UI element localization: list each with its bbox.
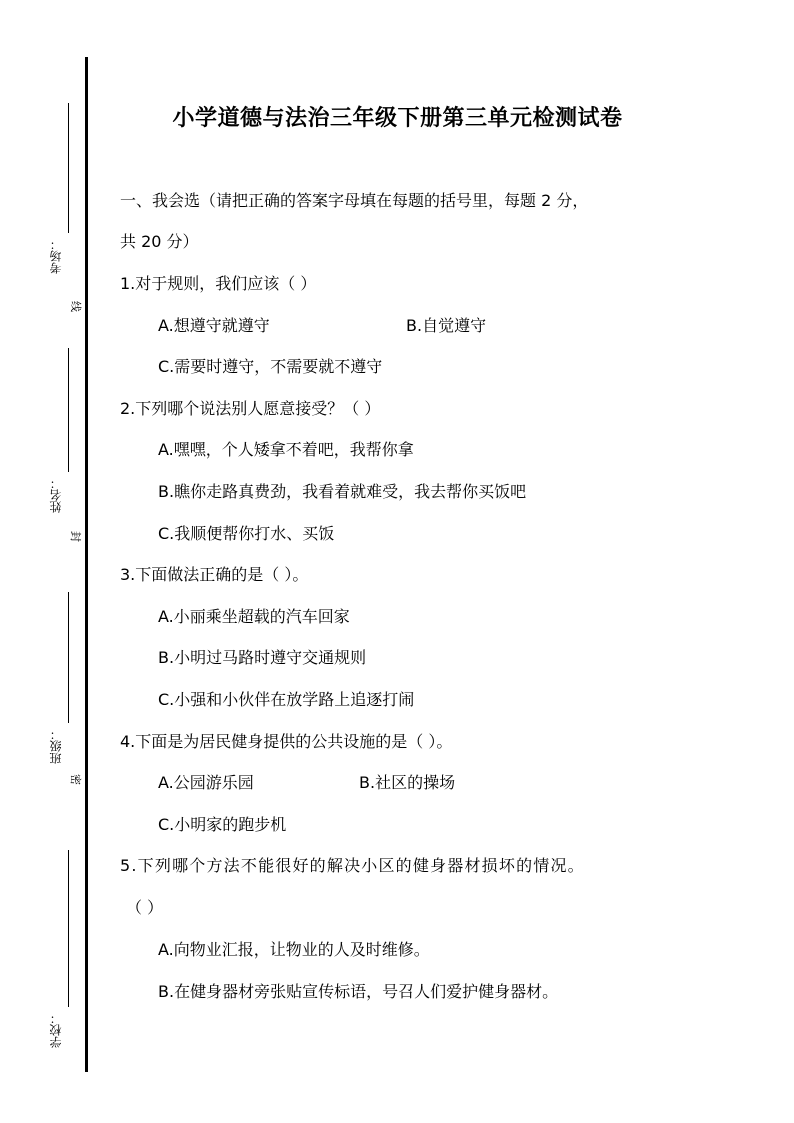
school-underline: [68, 850, 69, 1007]
name-label: 姓名：: [49, 477, 63, 513]
q5-option-a: A.向物业汇报，让物业的人及时维修。: [158, 940, 430, 959]
school-label: 学校：: [49, 1012, 63, 1048]
question-stem-5-cont: （ ）: [126, 898, 164, 917]
section-heading: 一、我会选（请把正确的答案字母填在每题的括号里，每题 2 分，: [120, 191, 589, 210]
exam-room-underline: [68, 103, 69, 233]
q2-option-c: C.我顺便帮你打水、买饭: [158, 524, 335, 543]
question-stem-3: 3.下面做法正确的是（ ）。: [120, 565, 309, 584]
seal-char-xian: 线: [70, 299, 82, 313]
seal-char-mi: 密: [70, 772, 82, 786]
page-title: 小学道德与法治三年级下册第三单元检测试卷: [172, 106, 623, 131]
question-stem-5: 5.下列哪个方法不能很好的解决小区的健身器材损坏的情况。: [120, 856, 585, 875]
binding-line: [85, 57, 88, 1072]
q1-option-b: B.自觉遵守: [406, 316, 487, 335]
q2-option-a: A.嘿嘿，个人矮拿不着吧，我帮你拿: [158, 440, 414, 459]
q4-option-a: A.公园游乐园: [158, 773, 254, 792]
q3-option-b: B.小明过马路时遵守交通规则: [158, 648, 367, 667]
q1-option-c: C.需要时遵守，不需要就不遵守: [158, 357, 383, 376]
question-stem-4: 4.下面是为居民健身提供的公共设施的是（ ）。: [120, 732, 453, 751]
class-underline: [68, 592, 69, 723]
seal-char-feng: 封: [70, 529, 82, 543]
q5-option-b: B.在健身器材旁张贴宣传标语，号召人们爱护健身器材。: [158, 982, 559, 1001]
q3-option-a: A.小丽乘坐超载的汽车回家: [158, 607, 350, 626]
q4-option-c: C.小明家的跑步机: [158, 815, 287, 834]
question-stem-1: 1.对于规则，我们应该（ ）: [120, 274, 317, 293]
name-underline: [68, 348, 69, 472]
section-heading-cont: 共 20 分）: [120, 232, 199, 251]
q2-option-b: B.瞧你走路真费劲，我看着就难受，我去帮你买饭吧: [158, 482, 527, 501]
q4-option-b: B.社区的操场: [359, 773, 456, 792]
exam-room-label: 考场：: [49, 238, 63, 274]
class-label: 班级：: [49, 728, 63, 764]
q1-option-a: A.想遵守就遵守: [158, 316, 270, 335]
q3-option-c: C.小强和小伙伴在放学路上追逐打闹: [158, 690, 415, 709]
question-stem-2: 2.下列哪个说法别人愿意接受？（ ）: [120, 399, 381, 418]
